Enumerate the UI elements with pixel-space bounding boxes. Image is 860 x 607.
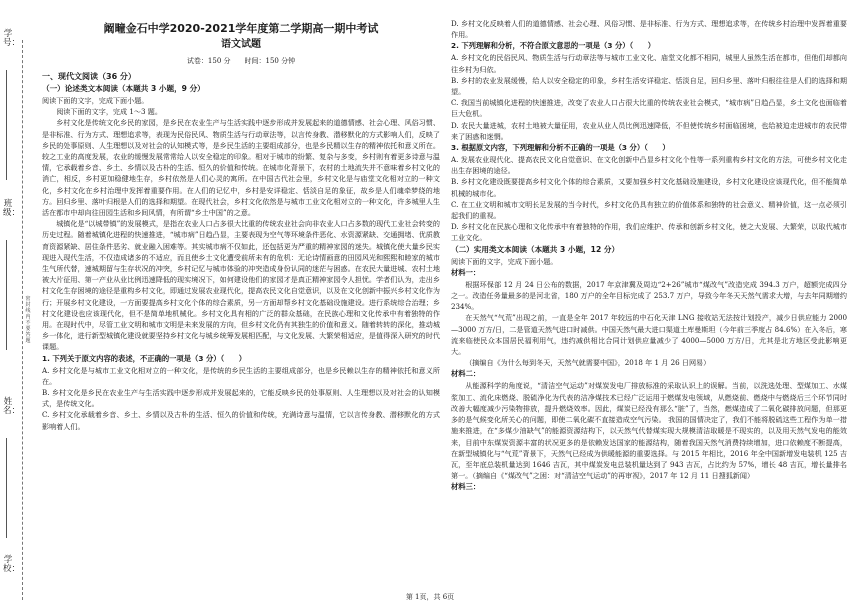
name-blank [6, 438, 7, 538]
section-heading: 一、现代文阅读（36 分） [42, 72, 136, 81]
question-3: 3. 根据原文内容，下列理解和分析不正确的一项是（3 分）（ ） [451, 143, 670, 153]
exam-meta: 试卷：150 分 时间：150 分钟 [186, 57, 296, 65]
seal-notice: 密封线内不要答题 [25, 296, 31, 344]
subsection-heading: （二）实用类文本阅读（本题共 3 小题，12 分） [451, 244, 620, 254]
class-label: 班级： [3, 199, 21, 218]
exam-title: 阚疃金石中学2020-2021学年度第二学期高一期中考试 [103, 22, 379, 35]
option-b: B. 乡村文化建设既要提高乡村文化个体的综合素质，又要加强乡村文化基础设施建设，乡村文化建设应该现代化，但不能简单机械的城市化。 [451, 177, 847, 198]
option-c: C. 我国当前城镇化进程的快速推进，改变了农业人口占很大比重的传统农业社会模式，“城市病”日趋凸显，乡土文化也面临着巨大危机。 [451, 98, 847, 119]
binding-sidebar [0, 0, 34, 607]
instruction: 阅读下面的文字，完成下面小题。 [451, 256, 558, 266]
id-label: 学号： [3, 29, 21, 48]
option-c: C. 乡村文化承载着乡音、乡土、乡情以及古朴的生活、恒久的价值和传统，充满诗意与温情，它以言传身教、潜移默化的方式影响着人们。 [42, 410, 440, 431]
material-paragraph: 根据环保部 12 月 24 日公布的数据，2017 年京津冀及周边“2+26”城市“煤改气”改造完成 394.3 万户，超额完成四分之一。改造任务量最多的是河北省，180 万户的全年目标完成了 253.7 万户，导致今年冬天天然气需求大增，与去年同期增约 234%。 [451, 279, 847, 312]
material-label: 材料三： [451, 482, 481, 492]
class-blank [6, 240, 7, 350]
option-d: D. 农民大量进城，农村土地被大量征用，农业从业人员比例迅速降低，不但使传统乡村面临困境，也给被迫走进城市的农民带来了困惑和迷惘。 [451, 120, 847, 141]
subsection-heading: （一）论述类文本阅读（本题共 3 小题，9 分） [42, 84, 205, 93]
left-column [42, 0, 440, 432]
instruction: 阅读下面的文字，完成 1～3 题。 [56, 107, 162, 117]
right-column [451, 18, 847, 493]
exam-subject: 语文试题 [221, 39, 261, 50]
option-a: A. 发展农业现代化、提高农民文化自觉意识、在文化创新中凸显乡村文化个性等一系列重构乡村文化的方法，可使乡村文化走出生存困境的途径。 [451, 155, 847, 176]
school-label: 学校： [3, 555, 21, 574]
option-c: C. 在工业文明和城市文明长足发展的当今时代，乡村文化仍具有独立的价值体系和独特的社会意义、精神价值，这一点必须引起我们的重视。 [451, 199, 847, 221]
page-number: 第 1页，共 6页 [405, 593, 455, 601]
instruction: 阅读下面的文字，完成下面小题。 [42, 96, 149, 105]
material-source: （摘编自《为什么每到冬天，天然气就需要中国》，2018 年 1 月 26 日网易） [465, 358, 711, 368]
option-b: B. 乡村的农业发展缓慢，给人以安全稳定的印象，乡村生活安详稳定、恬淡自足，回归乡里、落叶归根往往是人们的选择和期望。 [451, 75, 847, 97]
option-a: A. 乡村文化是与城市工业文化相对立的一种文化，是传统的乡民生活的主要组成部分，也是乡民赖以生存的精神依托和意义所在。 [42, 365, 440, 386]
material-paragraph: 在天然气“气荒”出现之前，一直是全年 2017 年较远的中石化天津 LNG 接收站无法按计划投产，减少日供应能力 2000—3000 万方/日，二是管道天然气进口时减供。中国天然气最大进口渠道土库曼斯坦（今年前三季度占 84.6%）在入冬后，寒流来临使民众本国居民福利用气，违约减供相比合同计划供应量减少了 4000—5000 万方/日，尤其是北方地区受此影响更大。 [451, 313, 847, 357]
question-1: 1. 下列关于原文内容的表述，不正确的一项是（3 分）（ ） [42, 353, 247, 363]
passage-paragraph: 乡村文化是传统文化乡民的家园，是乡民在农业生产与生活实践中逐步形成并发展起来的道德情感、社会心理、风俗习惯、是非标准、行为方式、理想追求等，表现为民俗民风、物质生活与行动章法等，以言传身教、潜移默化的方式影响人们，反映了乡民的处事原则、人生理想以及对社会的认知模式等，是乡民生活的主要组成部分，也是乡民精以生存的精神依托和意义所在。较之工业的高度发展，农业的缓慢发展常常给人以安全稳定的印象。相对于城市的纷繁、复杂与多变，乡村则有着更多诗意与温情，它承载着乡音、乡土、乡情以及古朴的生活、恒久的价值和传统。在城市化背景下，农村的土地流失并不意味着乡村文化的消亡，相反，乡村更加稳健地生存，乡村依然是人们心灵的寓所。在中国古代社会里，乡村文化是与庙堂文化相对立的一种文化，乡村文化在乡村治理中发挥着重要作用。在人们的记忆中，乡村是安详稳定、恬淡自足的象征，故乡是人们魂牵梦绕的地方。回归乡里、落叶归根是人们的选择和期望。在现代社会，乡村文化依然是与城市工业文化相对立的一种文化，许多城里人生活在都市中却向往田园生活和乡间风情，有所谓“乡土中国”的之意。 [42, 118, 440, 218]
seal-line [22, 40, 23, 600]
material-paragraph: 从能源科学的角度说，“清洁空气运动”对煤炭发电厂排放标准的采取认识上的误解。当前，以洗选处理、型煤加工、水煤浆加工、流化床燃烧、脱硫净化为代表的洁净煤技术已经广泛运用于燃煤发电领域，从燃烧前、燃烧中与燃烧后三个环节同时改善大幅度减少污染物排放，提升燃烧效率。因此，煤炭已经没有那么“脏”了，当然，燃煤造成了二氧化碳排放问题，但那更多的是气候变化所关心的问题，即使二氧化碳不直接造成空气污染。 我国的国情决定了，我们不能将脱硫这些工程作为单一措施来推进，在“多煤少油缺气”的能源资源结构下，以天然气代替煤实现大规模清洁取暖是不现实的，以及用天然气发电的能效来，目前中东煤炭资源丰富的状况更多的是依赖发达国家的能源结构，随着我国天然气消费持续增加，进口依赖度不断提高，在新型城镇化与“气荒”背景下，天然气已经成为供暖能源的重要选择。与 2015 年相比，2016 年全中国新增发电装机 125 吉瓦，至年底总装机量达到 1646 吉瓦，其中煤炭发电总装机量达到了 943 吉瓦，占比约为 57%，增长 48 吉瓦，增长量排名第一。（摘编自《“煤改气”之困：对“清洁空气运动”的再审视》，2017 年 12 月 11 日搜狐新闻） [451, 381, 847, 481]
material-label: 材料一： [451, 267, 481, 277]
option-d: D. 乡村文化反映着人们的道德情感、社会心理、风俗习惯、是非标准、行为方式、理想追求等，在传统乡村治理中发挥着重要作用。 [451, 19, 847, 40]
material-label: 材料二： [451, 369, 481, 379]
question-2: 2. 下列理解和分析，不符合原文意思的一项是（3 分）（ ） [451, 41, 656, 51]
passage-paragraph: 城镇化是“以城带镇”的发展模式，是指在农业人口占多很大比重的传统农业社会向非农业人口占多数的现代工业社会转变的历史过程。随着城镇化进程的快速推进，“城市病”日趋凸显，主要表现为空气等环境条件恶化、水资源紧缺、交通拥堵、优质教育资源紧缺、居住条件恶劣、就业融入困难等。其实城市病不仅如此，还包括更为严重的精神家园的迷失。城镇化使大量乡民实现进入现代生活，不仅造成诸多的不适应，而且使乡土文化遭受前所未有的危机：无论诗情画意的田园风光和熙熙和睦家的城市生气所代替，速城期留与生存状况的冲突，乡村记忆与城市体验的冲突造成身份认同的迷茫与困惑。在农民大量进城、农村土地被大片征用、第一产业从业比例迅速降低的现实境况下，如何建设他们的家园才是真正精神家园令人担忧。学者们认为，走出乡村文化生存困境的途径是重构乡村文化，即通过发展农业现代化，提高农民文化自觉意识，以及在文化创新中振兴乡村文化作为行；开展乡村文化建设，一方面要提高乡村文化个体的综合素质，另一方面却帮乡村文化基础设施建设。进行系统综合治理；乡村文化建设也应该现代化，但不是简单地机械化。乡村文化具有相的广泛的群众基础，在民族心理和文化传承中有着独特的作用。在现时代中，尽管工业文明和城市文明是未来发展的方向，但乡村文化仍有其独生的价值和意义。随着转转的深化，推动城乡一体化，进行新型城镇化建设就要坚持乡村文化与城乡统筹发展相匹配，与文化发展、大繁荣相适应，是值得深入研究的时代课题。 [42, 219, 440, 352]
name-label: 姓名： [3, 397, 21, 416]
option-a: A. 乡村文化的民俗民风、物质生活与行动章法等与城市工业文化、庙堂文化都不相同，城里人虽然生活在都市，但他们却都向往乡村为归依。 [451, 53, 847, 74]
option-b: B. 乡村文化是乡民在农业生产与生活实践中逐步形成并发展起来的，它能反映乡民的处事原则、人生理想以及对社会的认知模式，是传统文化。 [42, 388, 440, 409]
option-d: D. 乡村文化在民族心理和文化传承中有着独特的作用，我们应维护、传承和创新乡村文化，使之大发展、大繁荣，以取代城市工业文化。 [451, 222, 847, 243]
id-blank [6, 70, 7, 180]
